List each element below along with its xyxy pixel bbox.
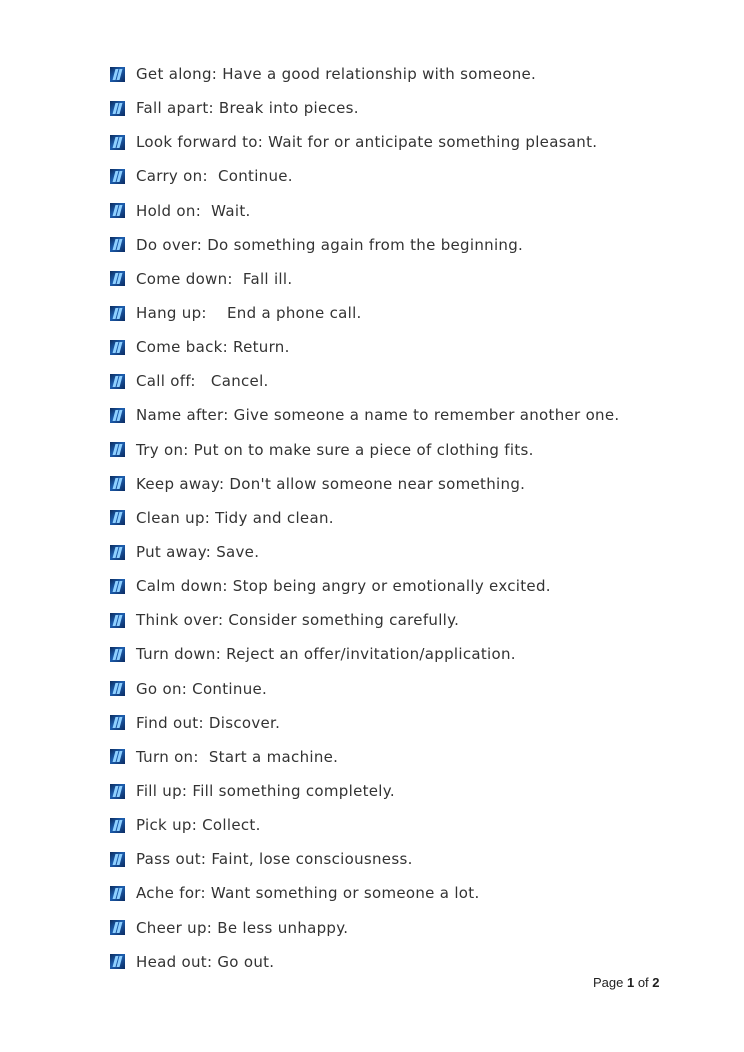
item-text: Turn down: Reject an offer/invitation/application.	[136, 645, 516, 664]
list-item	[110, 672, 619, 706]
bullet-icon	[110, 954, 125, 969]
list-item	[110, 535, 619, 569]
bullet-icon	[110, 101, 125, 116]
list-item	[110, 842, 619, 876]
item-text: Come back: Return.	[136, 338, 290, 357]
bullet-icon	[110, 920, 125, 935]
list-item	[110, 91, 619, 125]
item-text: Hang up: End a phone call.	[136, 304, 362, 323]
bullet-icon	[110, 169, 125, 184]
bullet-icon	[110, 579, 125, 594]
bullet-icon	[110, 818, 125, 833]
list-item	[110, 876, 619, 910]
bullet-icon	[110, 203, 125, 218]
item-text: Head out: Go out.	[136, 952, 275, 971]
list-item	[110, 159, 619, 193]
list-item	[110, 808, 619, 842]
list-item	[110, 569, 619, 603]
bullet-icon	[110, 681, 125, 696]
bullet-icon	[110, 340, 125, 355]
list-item	[110, 296, 619, 330]
item-text: Pick up: Collect.	[136, 816, 261, 835]
item-text: Try on: Put on to make sure a piece of clothing fits.	[136, 440, 534, 459]
bullet-icon	[110, 852, 125, 867]
bullet-icon	[110, 306, 125, 321]
bullet-icon	[110, 442, 125, 457]
item-text: Find out: Discover.	[136, 713, 281, 732]
item-text: Keep away: Don't allow someone near something.	[136, 474, 526, 493]
bullet-icon	[110, 647, 125, 662]
list-item	[110, 603, 619, 637]
bullet-icon	[110, 408, 125, 423]
item-text: Look forward to: Wait for or anticipate something pleasant.	[136, 133, 598, 152]
item-text: Turn on: Start a machine.	[136, 747, 339, 766]
bullet-icon	[110, 545, 125, 560]
item-text: Do over: Do something again from the beginning.	[136, 235, 524, 254]
list-item	[110, 398, 619, 432]
bullet-icon	[110, 271, 125, 286]
item-text: Clean up: Tidy and clean.	[136, 508, 334, 527]
item-text: Cheer up: Be less unhappy.	[136, 918, 349, 937]
bullet-icon	[110, 715, 125, 730]
list-item	[110, 706, 619, 740]
bullet-icon	[110, 67, 125, 82]
list-item	[110, 501, 619, 535]
item-text: Fill up: Fill something completely.	[136, 782, 395, 801]
list-item	[110, 637, 619, 671]
bullet-icon	[110, 510, 125, 525]
list-item	[110, 228, 619, 262]
list-item	[110, 330, 619, 364]
list-item	[110, 262, 619, 296]
list-item	[110, 774, 619, 808]
list-item	[110, 467, 619, 501]
item-text: Name after: Give someone a name to remember another one.	[136, 406, 620, 425]
list-item	[110, 740, 619, 774]
bullet-icon	[110, 237, 125, 252]
list-item	[110, 194, 619, 228]
phrasal-verb-list	[110, 57, 619, 979]
bullet-icon	[110, 784, 125, 799]
page-prefix: Page	[593, 975, 627, 990]
page-of: of	[634, 975, 653, 990]
item-text: Go on: Continue.	[136, 679, 268, 698]
list-item	[110, 945, 619, 979]
list-item	[110, 125, 619, 159]
bullet-icon	[110, 886, 125, 901]
item-text: Call off: Cancel.	[136, 372, 269, 391]
item-text: Think over: Consider something carefully.	[136, 611, 460, 630]
item-text: Calm down: Stop being angry or emotionally excited.	[136, 577, 551, 596]
current-page: 1	[626, 975, 635, 990]
item-text: Pass out: Faint, lose consciousness.	[136, 850, 413, 869]
item-text: Ache for: Want something or someone a lot.	[136, 884, 480, 903]
item-text: Get along: Have a good relationship with someone.	[136, 65, 537, 84]
item-text: Put away: Save.	[136, 543, 260, 562]
list-item	[110, 57, 619, 91]
bullet-icon	[110, 374, 125, 389]
total-pages: 2	[652, 975, 660, 990]
list-item	[110, 364, 619, 398]
bullet-icon	[110, 613, 125, 628]
bullet-icon	[110, 749, 125, 764]
bullet-icon	[110, 476, 125, 491]
list-item	[110, 911, 619, 945]
item-text: Hold on: Wait.	[136, 201, 251, 220]
list-item	[110, 433, 619, 467]
item-text: Fall apart: Break into pieces.	[136, 99, 359, 118]
item-text: Come down: Fall ill.	[136, 269, 293, 288]
page-number	[593, 975, 660, 990]
bullet-icon	[110, 135, 125, 150]
item-text: Carry on: Continue.	[136, 167, 293, 186]
